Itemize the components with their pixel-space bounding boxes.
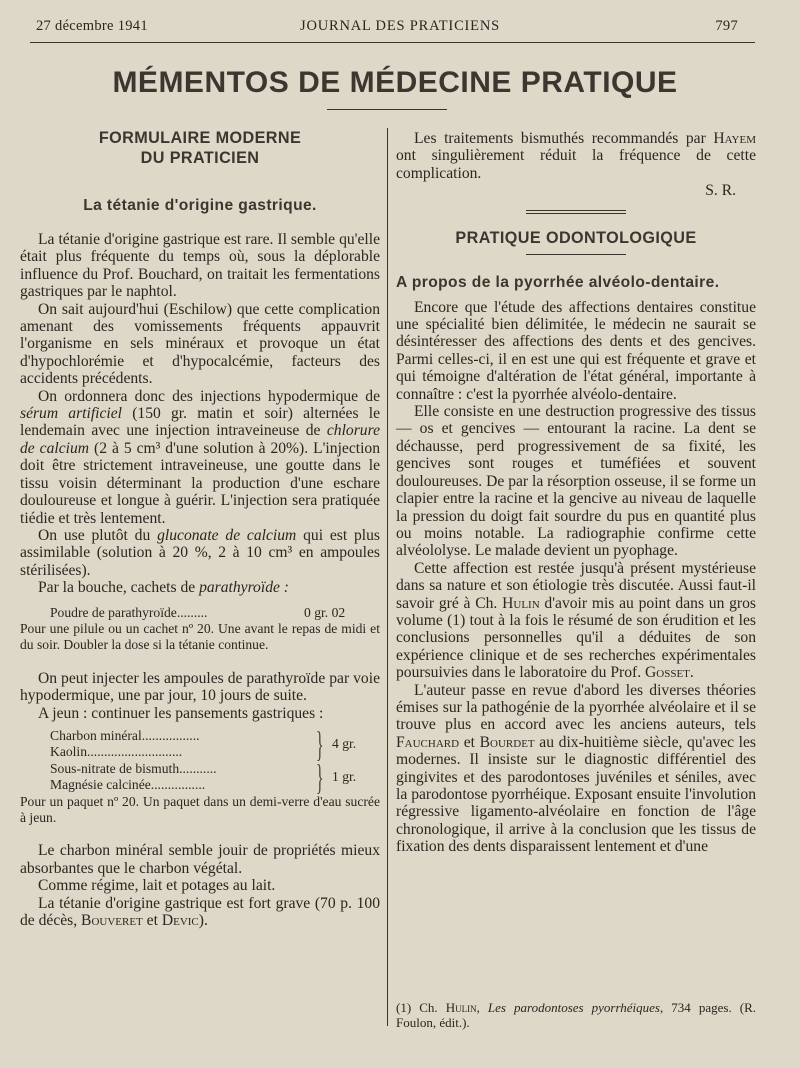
right-column xyxy=(396,130,756,856)
prescription-note xyxy=(20,621,380,654)
page-title: MÉMENTOS DE MÉDECINE PRATIQUE xyxy=(112,66,678,99)
text: et xyxy=(459,733,480,751)
paragraph xyxy=(20,705,380,722)
text: On peut injecter les ampoules de parathyroïde par voie hypodermique, une par jour, 10 jours de suite. xyxy=(20,669,380,705)
paragraph xyxy=(396,682,756,856)
prescription-2 xyxy=(20,724,380,798)
author-name: Bourdet xyxy=(479,733,535,751)
text: , xyxy=(476,1000,488,1015)
prescription-group xyxy=(20,724,380,765)
text: La tétanie d'origine gastrique est rare. Il semble qu'elle était plus fréquente du temps où, sous la déplorable influence du Prof. Bouchard, on traitait les fermentations gastriques par le naphtol. xyxy=(20,231,380,301)
signature: S. R. xyxy=(705,182,736,200)
ingredient: Kaolin............................ xyxy=(50,744,183,760)
paragraph xyxy=(20,895,380,930)
text: On sait aujourd'hui (Eschilow) que cette complication amenant des vomissements fréquents appauvrit l'organisme en sels minéraux et provoque un état d'hypochlorémie et d'hypocalcémie, facteurs des accidents précédents. xyxy=(20,300,380,388)
text: d'avoir mis au point dans un gros volume (1) tout à la fois le résumé de son érudition et les conclusions personnelles qu'il a déduites de son expérience clinique et de ses recherches expérimentales poursuivies dans le laboratoire du Prof. xyxy=(396,594,756,682)
rubric-line-2: DU PRATICIEN xyxy=(140,149,260,167)
text: Pour une pilule ou un cachet nº 20. Une avant le repas de midi et du soir. Doubler la dose si la tétanie continue. xyxy=(20,620,380,653)
ingredient: Magnésie calcinée................ xyxy=(50,777,206,793)
section-rule xyxy=(526,213,626,214)
text: au dix-huitième siècle, qu'avec les modernes. Il insiste sur le diagnostic différentiel des gingivites et des parodontoses juvéniles et séniles, avec la parodontose pyorrhéique. Exposant ensuite l'involution régressive ligamento-alvéolaire en fonction de l'âge chronologique, il arrive à la conclusion que les tissus de fixation des dents disparaissent lentement et d'une xyxy=(396,733,756,856)
prescription-1 xyxy=(20,605,380,621)
author-name: Fauchard xyxy=(396,733,460,751)
italic-term: parathyroïde : xyxy=(199,579,290,597)
title-rule xyxy=(327,109,447,110)
text: On use plutôt du xyxy=(38,526,158,544)
dose: 1 gr. xyxy=(332,768,357,784)
author-name: Hulin xyxy=(445,1000,477,1015)
paragraph xyxy=(20,670,380,705)
text: (150 gr. matin et soir) alternées le lendemain avec une injection intraveineuse de xyxy=(20,405,380,440)
paragraph xyxy=(396,403,756,560)
text: Encore que l'étude des affections dentaires constitue une spécialité bien délimitée, le médecin ne saurait se désintéresser des affections des dents et des gencives. Parmi celles-ci, il en est une qui est fréquente et grave et qui témoigne d'altération de l'état général, importante à connaître : c'est la pyorrhée alvéolo-dentaire. xyxy=(396,298,756,403)
header-rule xyxy=(30,42,755,43)
dose: 4 gr. xyxy=(332,736,357,752)
text: Par la bouche, cachets de xyxy=(38,579,200,597)
prescription-line xyxy=(50,605,380,621)
article-title-tetanie: La tétanie d'origine gastrique. xyxy=(83,197,317,214)
text: (2 à 5 cm³ d'une solution à 20%). L'injection doit être strictement intraveineuse, une goutte dans le tissu voisin déterminant la production d'une eschare douloureuse et longue à guérir. L'injection sera pratiquée tiédie et très lentement. xyxy=(20,439,380,527)
paragraph xyxy=(20,877,380,894)
paragraph xyxy=(20,842,380,877)
text: , 734 pages. (R. Foulon, édit.). xyxy=(396,1000,757,1031)
text: Les traitements bismuthés recommandés par xyxy=(414,130,714,147)
paragraph xyxy=(396,560,756,682)
text: . xyxy=(689,664,694,682)
ingredient: Charbon minéral................. xyxy=(50,727,200,743)
text: Elle consiste en une destruction progressive des tissus — os et gencives — entourant la racine. La dent se déchausse, perd progressivement de sa fixité, les gencives sont rouges et tuméfiées et souvent douloureuses. De par la résorption osseuse, il se forme un clapier entre la racine et la gencive au niveau de laquelle la pression du doigt fait sourdre du pus en quantité plus ou moins notable. La radiographie confirme cette alvéololyse. Le malade devient un pyophage. xyxy=(396,403,756,560)
column-divider xyxy=(387,128,388,1026)
italic-term: sérum artificiel xyxy=(20,405,123,423)
text: Pour un paquet nº 20. Un paquet dans un demi-verre d'eau sucrée à jeun. xyxy=(20,793,380,825)
author-name: Devic xyxy=(161,912,199,930)
left-column xyxy=(20,128,380,929)
paragraph xyxy=(20,388,380,527)
text: La tétanie d'origine gastrique est fort grave (70 p. 100 de décès, xyxy=(20,894,380,930)
author-name: Bouveret xyxy=(81,912,143,930)
running-header xyxy=(0,18,800,40)
footnote xyxy=(396,1000,756,1031)
brace-icon: } xyxy=(315,724,324,765)
text: Le charbon minéral semble jouir de propriétés mieux absorbantes que le charbon végétal. xyxy=(20,842,380,877)
text: L'auteur passe en revue d'abord les diverses théories émises sur la pathogénie de la pyorrhée alvéolaire et il se trouve plus en accord avec les anciens auteurs, tels xyxy=(396,681,756,734)
paragraph xyxy=(396,299,756,403)
section-rule xyxy=(526,210,626,211)
text: Cette affection est restée jusqu'à présent mystérieuse dans sa nature et son étiologie très discutée. Aussi faut-il savoir gré à Ch. xyxy=(396,559,756,612)
paragraph xyxy=(396,130,756,182)
text: et xyxy=(142,912,162,930)
ingredient: Poudre de parathyroïde......... xyxy=(50,604,208,620)
prescription-group xyxy=(20,757,380,798)
text: qui est plus assimilable (solution à 20 %, 2 à 10 cm³ en ampoules stérilisées). xyxy=(20,526,380,579)
text: ont singulièrement réduit la fréquence de cette complication. xyxy=(396,147,756,182)
paragraph xyxy=(20,527,380,579)
rubric-line-1: FORMULAIRE MODERNE xyxy=(98,129,302,147)
text: ). xyxy=(198,912,208,930)
author-name: Hulin xyxy=(502,594,540,612)
italic-term: chlorure de calcium xyxy=(20,422,380,457)
brace-icon: } xyxy=(315,757,324,798)
header-journal-name: JOURNAL DES PRATICIENS xyxy=(300,18,500,34)
dose: 0 gr. 02 xyxy=(304,604,346,620)
text: (1) Ch. xyxy=(396,1000,446,1015)
article-title-pyorrhee: A propos de la pyorrhée alvéolo-dentaire. xyxy=(396,273,720,291)
book-title: Les parodontoses pyorrhéiques xyxy=(487,1000,660,1015)
header-date: 27 décembre 1941 xyxy=(36,18,148,34)
ingredient: Sous-nitrate de bismuth........... xyxy=(50,760,217,776)
paragraph xyxy=(20,301,380,388)
italic-term: gluconate de calcium xyxy=(157,526,297,544)
text: Comme régime, lait et potages au lait. xyxy=(38,877,276,895)
author-name: Hayem xyxy=(713,130,756,147)
paragraph xyxy=(20,579,380,596)
text: On ordonnera donc des injections hypodermique de xyxy=(38,387,380,405)
rubric-formulaire xyxy=(20,128,380,168)
page-number: 797 xyxy=(715,18,738,34)
author-name: Gosset xyxy=(645,664,690,682)
rubric-odontologique: PRATIQUE ODONTOLOGIQUE xyxy=(455,228,697,247)
prescription-note xyxy=(20,794,380,827)
section-rule xyxy=(526,254,626,255)
paragraph xyxy=(20,231,380,301)
text: A jeun : continuer les pansements gastriques : xyxy=(38,704,324,722)
